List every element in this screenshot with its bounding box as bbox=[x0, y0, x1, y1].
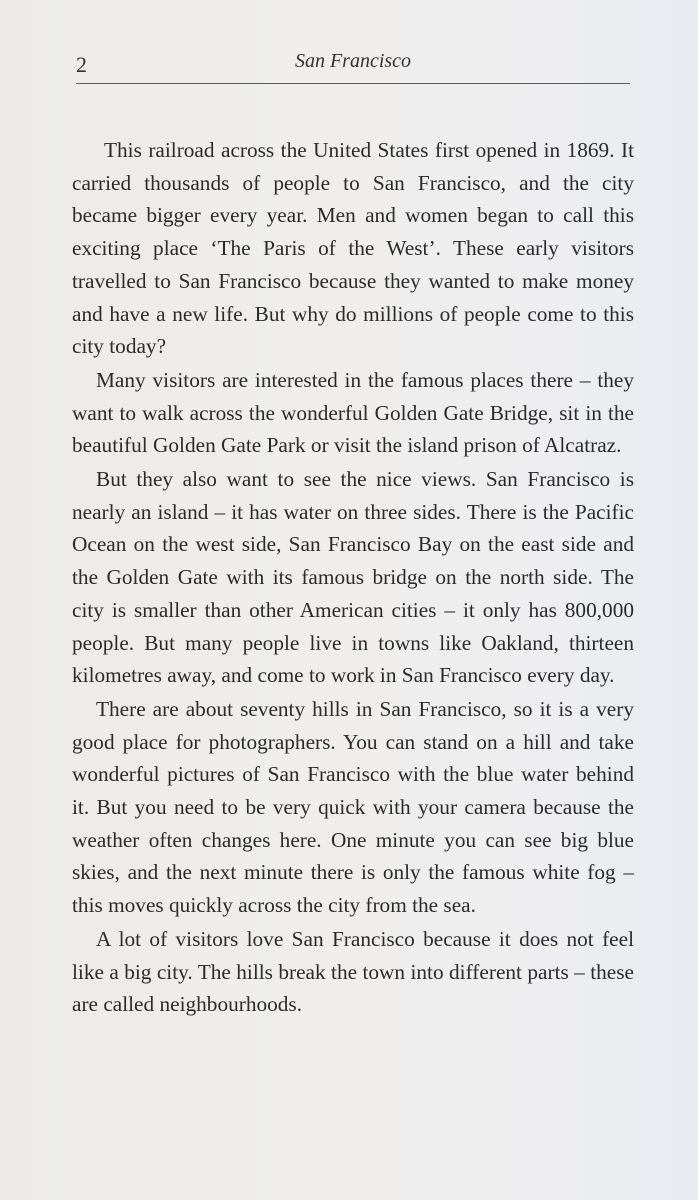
page-number: 2 bbox=[76, 52, 87, 77]
paragraph-1: This railroad across the United States first opened in 1869. It carried thousands of people to San Francisco, and the city became bigger every year. Men and women began to call this exciting place ‘The Paris of the West’. These early visitors travelled to San Francisco because they wanted to make money and have a new life. But why do millions of people come to this city today? bbox=[72, 138, 634, 359]
body-text bbox=[72, 134, 634, 1021]
paragraph-2: Many visitors are interested in the famous places there – they want to walk across the wonderful Golden Gate Bridge, sit in the beautiful Golden Gate Park or visit the island prison of Alcatraz. bbox=[72, 367, 634, 458]
running-title: San Francisco bbox=[294, 50, 412, 72]
paragraph-5: A lot of visitors love San Francisco because it does not feel like a big city. The hills break the town into different parts – these are called neighbourhoods. bbox=[72, 926, 634, 1017]
running-header bbox=[76, 40, 630, 84]
paragraph-4: There are about seventy hills in San Francisco, so it is a very good place for photographers. You can stand on a hill and take wonderful pictures of San Francisco with the blue water behind it. But you need to be very quick with your camera because the weather often changes here. One minute you can see big blue skies, and the next minute there is only the famous white fog – this moves quickly across the city from the sea. bbox=[72, 696, 634, 918]
paragraph-3: But they also want to see the nice views. San Francisco is nearly an island – it has water on three sides. There is the Pacific Ocean on the west side, San Francisco Bay on the east side and the Golden Gate with its famous bridge on the north side. The city is smaller than other American cities – it only has 800,000 people. But many people live in towns like Oakland, thirteen kilometres away, and come to work in San Francisco every day. bbox=[72, 467, 634, 688]
header-rule bbox=[76, 83, 630, 84]
